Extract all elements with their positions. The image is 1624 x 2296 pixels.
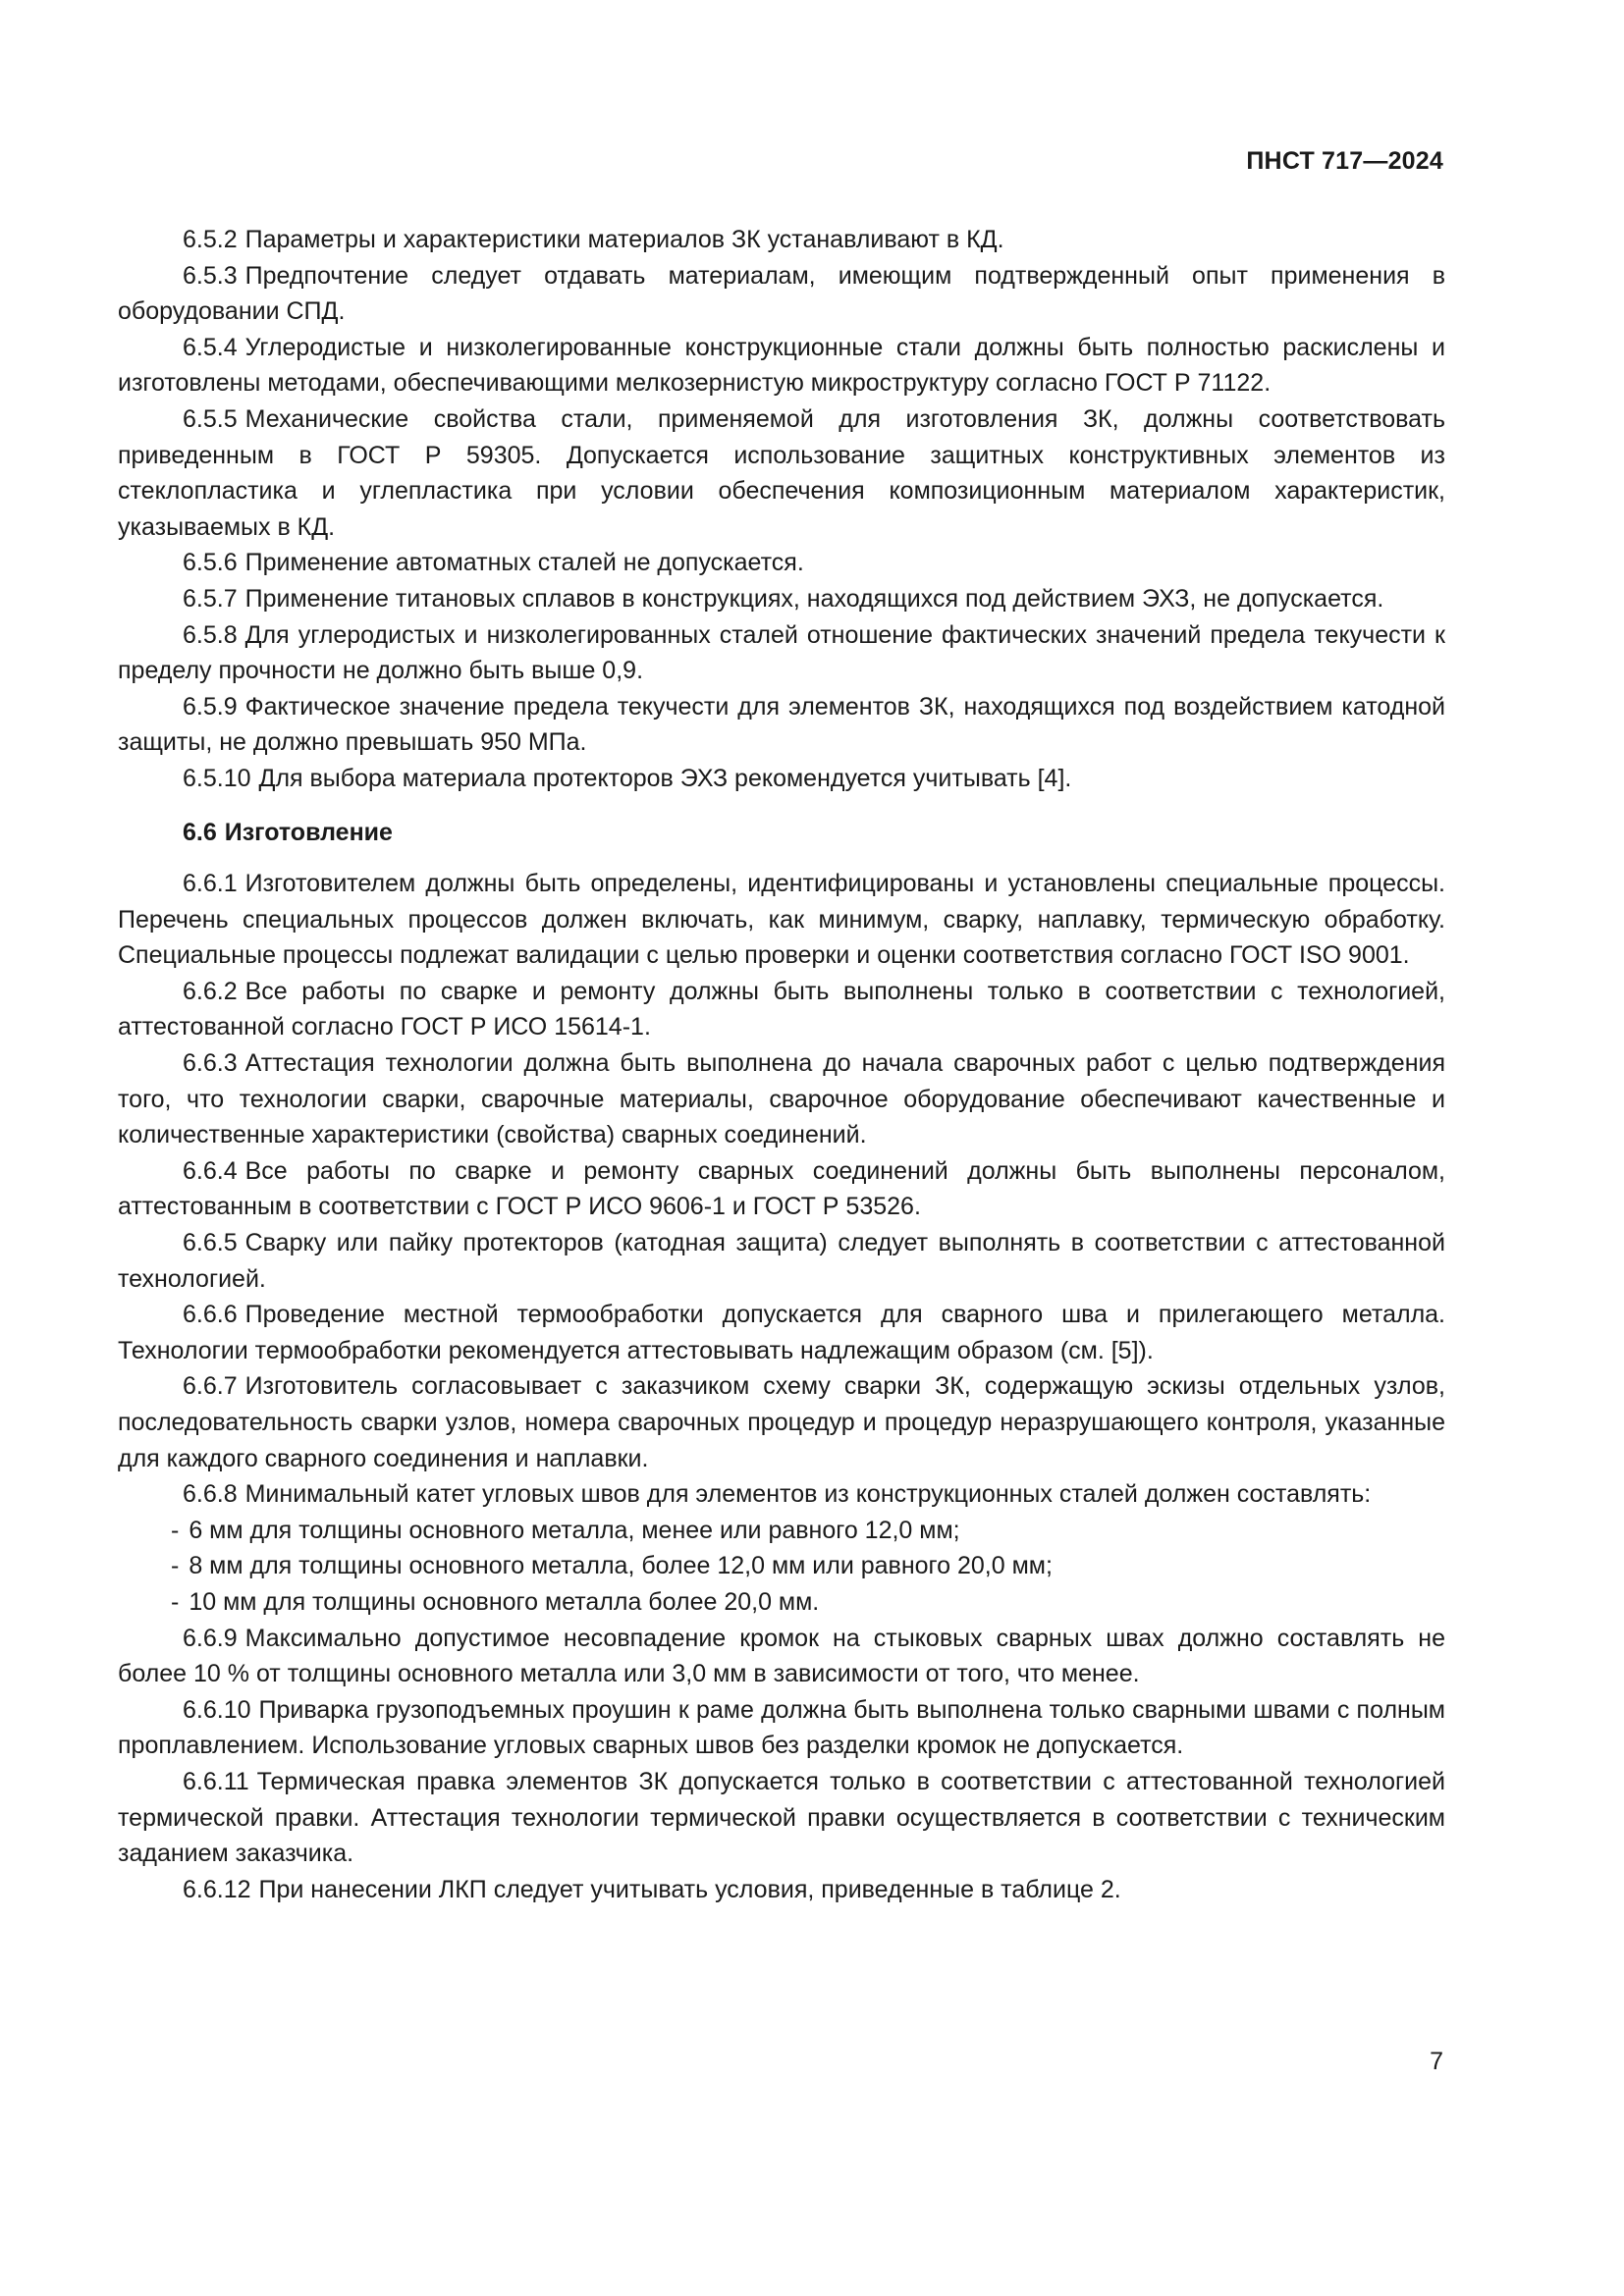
clause-number: 6.5.4	[183, 333, 238, 361]
clause-6-6-6	[118, 1297, 1445, 1368]
clause-6-6-3	[118, 1045, 1445, 1153]
clause-number: 6.6.9	[183, 1624, 238, 1652]
clause-6-5-9	[118, 689, 1445, 761]
document-body	[118, 222, 1445, 1907]
clause-6-6-10	[118, 1692, 1445, 1764]
section-title: Изготовление	[224, 818, 393, 846]
clause-6-6-2	[118, 974, 1445, 1045]
clause-number: 6.5.10	[183, 764, 251, 792]
clause-number: 6.6.3	[183, 1049, 238, 1078]
clause-text: Механические свойства стали, применяемой для изготовления ЗК, должны соответствовать приведенным в ГОСТ Р 59305. Допускается использование защитных конструктивных элементов из стеклопластика и углепластика при условии обеспечения композиционным материалом характеристик, указываемых в КД.	[118, 404, 1445, 541]
clause-text: Сварку или пайку протекторов (катодная защита) следует выполнять в соответствии с аттестованной технологией.	[118, 1229, 1445, 1293]
list-item-text: 8 мм для толщины основного металла, более 12,0 мм или равного 20,0 мм;	[189, 1552, 1053, 1580]
clause-6-5-8	[118, 617, 1445, 689]
page-number: 7	[1430, 2048, 1443, 2075]
clause-text: Предпочтение следует отдавать материалам, имеющим подтвержденный опыт применения в оборудовании СПД.	[118, 261, 1445, 326]
clause-text: Углеродистые и низколегированные конструкционные стали должны быть полностью раскислены и изготовлены методами, обеспечивающими мелкозернистую микроструктуру согласно ГОСТ Р 71122.	[118, 333, 1445, 398]
clause-text: Изготовитель согласовывает с заказчиком схему сварки ЗК, содержащую эскизы отдельных узлов, последовательность сварки узлов, номера сварочных процедур и процедур неразрушающего контроля, указанные для каждого сварного соединения и наплавки.	[118, 1372, 1445, 1472]
clause-text: Термическая правка элементов ЗК допускается только в соответствии с аттестованной технологией термической правки. Аттестация технологии термической правки осуществляется в соответствии с техническим заданием заказчика.	[118, 1767, 1445, 1868]
clause-6-5-10	[118, 761, 1445, 797]
clause-number: 6.6.8	[183, 1480, 238, 1509]
clause-6-5-2	[118, 222, 1445, 258]
clause-number: 6.5.8	[183, 620, 238, 649]
section-number: 6.6	[183, 818, 217, 846]
clause-number: 6.6.11	[183, 1767, 249, 1795]
clause-text: Минимальный катет угловых швов для элементов из конструкционных сталей должен составлять:	[244, 1480, 1372, 1509]
document-code: ПНСТ 717—2024	[1246, 147, 1443, 175]
clause-number: 6.6.2	[183, 977, 238, 1005]
clause-text: Для выбора материала протекторов ЭХЗ рекомендуется учитывать [4].	[258, 764, 1072, 792]
list-item-text: 6 мм для толщины основного металла, менее или равного 12,0 мм;	[189, 1516, 960, 1544]
section-heading-6-6	[118, 815, 1445, 851]
clause-text: Применение титановых сплавов в конструкциях, находящихся под действием ЭХЗ, не допускается.	[244, 584, 1384, 613]
clause-6-6-1	[118, 866, 1445, 974]
clause-number: 6.6.6	[183, 1301, 238, 1329]
clause-text: Максимально допустимое несовпадение кромок на стыковых сварных швах должно составлять не более 10 % от толщины основного металла или 3,0 мм в зависимости от того, что менее.	[118, 1624, 1445, 1688]
clause-number: 6.6.7	[183, 1372, 238, 1401]
clause-6-5-5	[118, 401, 1445, 545]
clause-text: Фактическое значение предела текучести для элементов ЗК, находящихся под воздействием катодной защиты, не должно превышать 950 МПа.	[118, 692, 1445, 757]
clause-6-6-12	[118, 1872, 1445, 1908]
clause-number: 6.6.12	[183, 1875, 251, 1903]
clause-text: Все работы по сварке и ремонту сварных соединений должны быть выполнены персоналом, аттестованным в соответствии с ГОСТ Р ИСО 9606-1 и ГОСТ Р 53526.	[118, 1156, 1445, 1221]
clause-6-6-8	[118, 1476, 1445, 1513]
clause-text: При нанесении ЛКП следует учитывать условия, приведенные в таблице 2.	[258, 1875, 1121, 1903]
clause-6-6-9	[118, 1621, 1445, 1692]
clause-6-5-6	[118, 545, 1445, 581]
list-dash: -	[171, 1516, 180, 1544]
clause-number: 6.5.3	[183, 261, 238, 290]
list-item	[118, 1548, 1445, 1584]
clause-text: Приварка грузоподъемных проушин к раме должна быть выполнена только сварными швами с полным проплавлением. Использование угловых сварных швов без разделки кромок не допускается.	[118, 1695, 1445, 1760]
clause-number: 6.6.4	[183, 1156, 238, 1185]
clause-text: Параметры и характеристики материалов ЗК устанавливают в КД.	[244, 226, 1004, 253]
list-item	[118, 1584, 1445, 1621]
list-item	[118, 1513, 1445, 1549]
clause-number: 6.5.7	[183, 584, 238, 613]
clause-number: 6.6.5	[183, 1229, 238, 1257]
clause-text: Применение автоматных сталей не допускается.	[244, 549, 804, 577]
clause-number: 6.6.10	[183, 1695, 251, 1724]
clause-number: 6.6.1	[183, 870, 238, 898]
clause-6-6-4	[118, 1153, 1445, 1225]
clause-number: 6.5.5	[183, 404, 238, 433]
clause-text: Аттестация технологии должна быть выполнена до начала сварочных работ с целью подтверждения того, что технологии сварки, сварочные материалы, сварочное оборудование обеспечивают качественные и количественные характеристики (свойства) сварных соединений.	[118, 1049, 1445, 1149]
clause-number: 6.5.2	[183, 226, 238, 253]
clause-text: Изготовителем должны быть определены, идентифицированы и установлены специальные процессы. Перечень специальных процессов должен включать, как минимум, сварку, наплавку, термическую обработку. Специальные процессы подлежат валидации с целью проверки и оценки соответствия согласно ГОСТ ISO 9001.	[118, 870, 1445, 970]
list-dash: -	[171, 1587, 180, 1616]
list-item-text: 10 мм для толщины основного металла более 20,0 мм.	[189, 1587, 820, 1616]
clause-number: 6.5.6	[183, 549, 238, 577]
clause-6-5-4	[118, 330, 1445, 401]
clause-text: Проведение местной термообработки допускается для сварного шва и прилегающего металла. Технологии термообработки рекомендуется аттестовывать надлежащим образом (см. [5]).	[118, 1301, 1445, 1364]
clause-6-6-7	[118, 1368, 1445, 1476]
clause-text: Все работы по сварке и ремонту должны быть выполнены только в соответствии с технологией, аттестованной согласно ГОСТ Р ИСО 15614-1.	[118, 977, 1445, 1041]
clause-6-6-5	[118, 1225, 1445, 1297]
clause-6-6-11	[118, 1764, 1445, 1872]
clause-6-5-3	[118, 258, 1445, 330]
list-dash: -	[171, 1552, 180, 1580]
clause-text: Для углеродистых и низколегированных сталей отношение фактических значений предела текучести к пределу прочности не должно быть выше 0,9.	[118, 620, 1445, 685]
clause-6-5-7	[118, 581, 1445, 617]
clause-number: 6.5.9	[183, 692, 238, 721]
